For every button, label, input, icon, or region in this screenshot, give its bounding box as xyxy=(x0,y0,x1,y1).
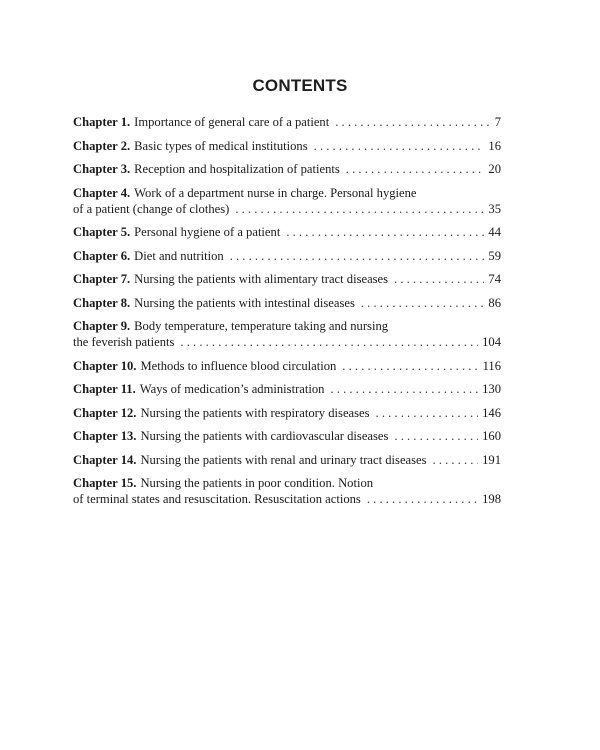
toc-entry[interactable] xyxy=(73,381,501,397)
chapter-title-text: Importance of general care of a patient xyxy=(134,115,330,129)
toc-entry[interactable] xyxy=(73,114,501,130)
toc-entry[interactable] xyxy=(73,358,501,374)
page-number: 74 xyxy=(488,272,501,286)
page-number: 7 xyxy=(494,115,501,129)
page-number: 130 xyxy=(482,382,501,396)
dot-leader xyxy=(180,334,478,350)
dot-leader xyxy=(330,381,478,397)
chapter-title-text: the feverish patients xyxy=(73,335,175,349)
chapter-title-text: Nursing the patients with alimentary tract diseases xyxy=(134,272,389,286)
toc-entry-line xyxy=(73,491,501,507)
dot-leader xyxy=(230,248,485,264)
chapter-label: Chapter 13. xyxy=(73,429,137,443)
page-number: 44 xyxy=(488,225,501,239)
dot-leader xyxy=(376,405,479,421)
toc-entry-line xyxy=(73,248,501,264)
chapter-title-text: Body temperature, temperature taking and nursing xyxy=(134,319,389,333)
chapter-title-text: Work of a department nurse in charge. Personal hygiene xyxy=(134,185,417,200)
chapter-label: Chapter 9. xyxy=(73,319,131,333)
toc-entry[interactable] xyxy=(73,405,501,421)
toc-entry[interactable] xyxy=(73,271,501,287)
dot-leader xyxy=(433,452,479,468)
toc-entry[interactable] xyxy=(73,295,501,311)
toc-entry-line xyxy=(73,201,501,217)
toc-entry[interactable] xyxy=(73,428,501,444)
chapter-label: Chapter 8. xyxy=(73,295,131,310)
toc-entry-line xyxy=(73,475,501,491)
toc-entry-line xyxy=(73,114,501,130)
chapter-label: Chapter 1. xyxy=(73,115,131,129)
dot-leader xyxy=(361,295,485,311)
dot-leader xyxy=(335,114,490,130)
toc-entry[interactable] xyxy=(73,161,501,177)
page-number: 20 xyxy=(488,162,501,176)
toc-entry-line xyxy=(73,358,501,374)
page-number: 191 xyxy=(482,452,501,467)
chapter-title-text: Basic types of medical institutions xyxy=(134,138,308,153)
chapter-title-text: Nursing the patients with intestinal diseases xyxy=(134,295,355,310)
page-number: 16 xyxy=(488,138,501,153)
chapter-label: Chapter 14. xyxy=(73,452,137,467)
toc-entry-line xyxy=(73,161,501,177)
page-number: 116 xyxy=(482,358,501,373)
dot-leader xyxy=(394,271,484,287)
chapter-title-text: Personal hygiene of a patient xyxy=(134,225,281,239)
dot-leader xyxy=(342,358,478,374)
chapter-label: Chapter 4. xyxy=(73,185,131,200)
chapter-label: Chapter 2. xyxy=(73,138,131,153)
toc-entry[interactable] xyxy=(73,452,501,468)
page-number: 104 xyxy=(482,335,501,349)
chapter-label: Chapter 6. xyxy=(73,248,131,263)
chapter-label: Chapter 11. xyxy=(73,382,136,396)
toc-entry-line xyxy=(73,224,501,240)
chapter-title-text: Nursing the patients with cardiovascular diseases xyxy=(140,429,389,443)
dot-leader xyxy=(346,161,485,177)
chapter-label: Chapter 5. xyxy=(73,225,131,239)
chapter-title-text: Nursing the patients with renal and urinary tract diseases xyxy=(140,452,427,467)
chapter-title-text: Ways of medication’s administration xyxy=(139,382,325,396)
toc-entry-line xyxy=(73,295,501,311)
toc-entry[interactable] xyxy=(73,138,501,154)
toc-entry-line xyxy=(73,318,501,334)
page-number: 59 xyxy=(488,248,501,263)
page-number: 146 xyxy=(482,405,501,420)
toc-entry-line xyxy=(73,428,501,444)
toc-entry-line xyxy=(73,138,501,154)
dot-leader xyxy=(394,428,478,444)
toc-entry-line xyxy=(73,334,501,350)
chapter-title-text: Methods to influence blood circulation xyxy=(140,358,337,373)
page-number: 86 xyxy=(488,295,501,310)
toc-entry-line xyxy=(73,381,501,397)
page-number: 198 xyxy=(482,492,501,506)
page-number: 35 xyxy=(488,201,501,216)
dot-leader xyxy=(235,201,484,217)
toc-entry[interactable] xyxy=(73,475,501,507)
chapter-title-text: of a patient (change of clothes) xyxy=(73,201,230,216)
toc-entry-line xyxy=(73,271,501,287)
toc-entry[interactable] xyxy=(73,248,501,264)
chapter-title-text: Reception and hospitalization of patients xyxy=(134,162,340,176)
page-title: CONTENTS xyxy=(252,76,348,95)
toc-entry-line xyxy=(73,452,501,468)
chapter-label: Chapter 7. xyxy=(73,272,131,286)
page-number: 160 xyxy=(482,429,501,443)
chapter-label: Chapter 10. xyxy=(73,358,137,373)
toc-entry-line xyxy=(73,185,501,201)
toc-entry-line xyxy=(73,405,501,421)
chapter-title-text: Diet and nutrition xyxy=(134,248,224,263)
toc-entry[interactable] xyxy=(73,185,501,217)
chapter-label: Chapter 15. xyxy=(73,476,137,490)
chapter-label: Chapter 3. xyxy=(73,162,131,176)
dot-leader xyxy=(314,138,485,154)
chapter-label: Chapter 12. xyxy=(73,405,137,420)
chapter-title-text: Nursing the patients with respiratory diseases xyxy=(140,405,370,420)
dot-leader xyxy=(367,491,478,507)
toc-entry[interactable] xyxy=(73,224,501,240)
chapter-title-text: Nursing the patients in poor condition. Notion xyxy=(140,476,374,490)
chapter-title-text: of terminal states and resuscitation. Resuscitation actions xyxy=(73,492,361,506)
toc-entry[interactable] xyxy=(73,318,501,350)
table-of-contents xyxy=(73,114,501,515)
dot-leader xyxy=(286,224,484,240)
